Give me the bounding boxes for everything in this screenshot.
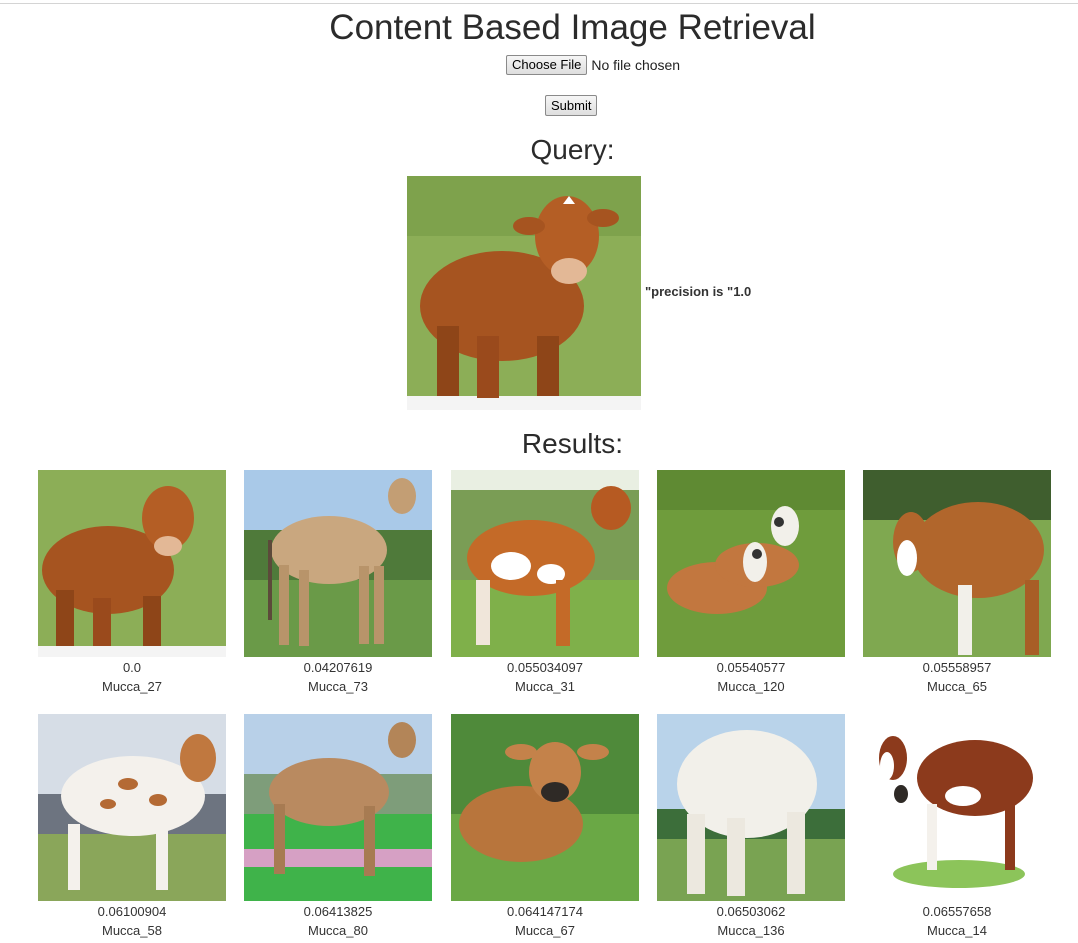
result-score: 0.06413825: [303, 904, 373, 919]
result-label: Mucca_67: [515, 923, 575, 938]
page-title: Content Based Image Retrieval: [329, 8, 816, 47]
result-image[interactable]: [451, 470, 639, 657]
result-label: Mucca_27: [102, 679, 162, 694]
result-image[interactable]: [657, 470, 845, 657]
result-item[interactable]: [657, 470, 845, 696]
result-item[interactable]: [244, 470, 432, 696]
result-label: Mucca_58: [102, 923, 162, 938]
result-score: 0.064147174: [507, 904, 583, 919]
result-score: 0.06100904: [97, 904, 167, 919]
result-label: Mucca_136: [717, 923, 785, 938]
choose-file-button[interactable]: Choose File: [506, 55, 587, 75]
result-item[interactable]: [38, 714, 226, 940]
result-item[interactable]: [451, 470, 639, 696]
result-label: Mucca_14: [927, 923, 987, 938]
file-upload-row: [506, 55, 680, 75]
result-image[interactable]: [657, 714, 845, 901]
query-image: [407, 176, 641, 410]
result-image[interactable]: [863, 470, 1051, 657]
result-label: Mucca_31: [515, 679, 575, 694]
result-score: 0.06557658: [922, 904, 992, 919]
file-status-text: No file chosen: [591, 57, 681, 73]
result-score: 0.04207619: [303, 660, 373, 675]
result-image[interactable]: [863, 714, 1051, 901]
result-score: 0.05558957: [922, 660, 992, 675]
result-item[interactable]: [863, 470, 1051, 696]
result-score: 0.05540577: [716, 660, 786, 675]
result-score: 0.06503062: [716, 904, 786, 919]
result-score: 0.0: [122, 660, 142, 675]
result-item[interactable]: [451, 714, 639, 940]
results-heading: Results:: [521, 428, 624, 459]
result-label: Mucca_120: [717, 679, 785, 694]
result-score: 0.055034097: [507, 660, 583, 675]
result-label: Mucca_80: [308, 923, 368, 938]
result-item[interactable]: [38, 470, 226, 696]
query-heading: Query:: [530, 134, 615, 165]
result-image[interactable]: [38, 714, 226, 901]
result-image[interactable]: [38, 470, 226, 657]
result-item[interactable]: [244, 714, 432, 940]
result-label: Mucca_73: [308, 679, 368, 694]
result-label: Mucca_65: [927, 679, 987, 694]
top-divider: [0, 3, 1078, 4]
result-image[interactable]: [244, 470, 432, 657]
result-image[interactable]: [451, 714, 639, 901]
submit-button[interactable]: Submit: [545, 95, 597, 116]
result-item[interactable]: [657, 714, 845, 940]
result-item[interactable]: [863, 714, 1051, 940]
result-image[interactable]: [244, 714, 432, 901]
precision-text: "precision is "1.0: [645, 284, 752, 299]
